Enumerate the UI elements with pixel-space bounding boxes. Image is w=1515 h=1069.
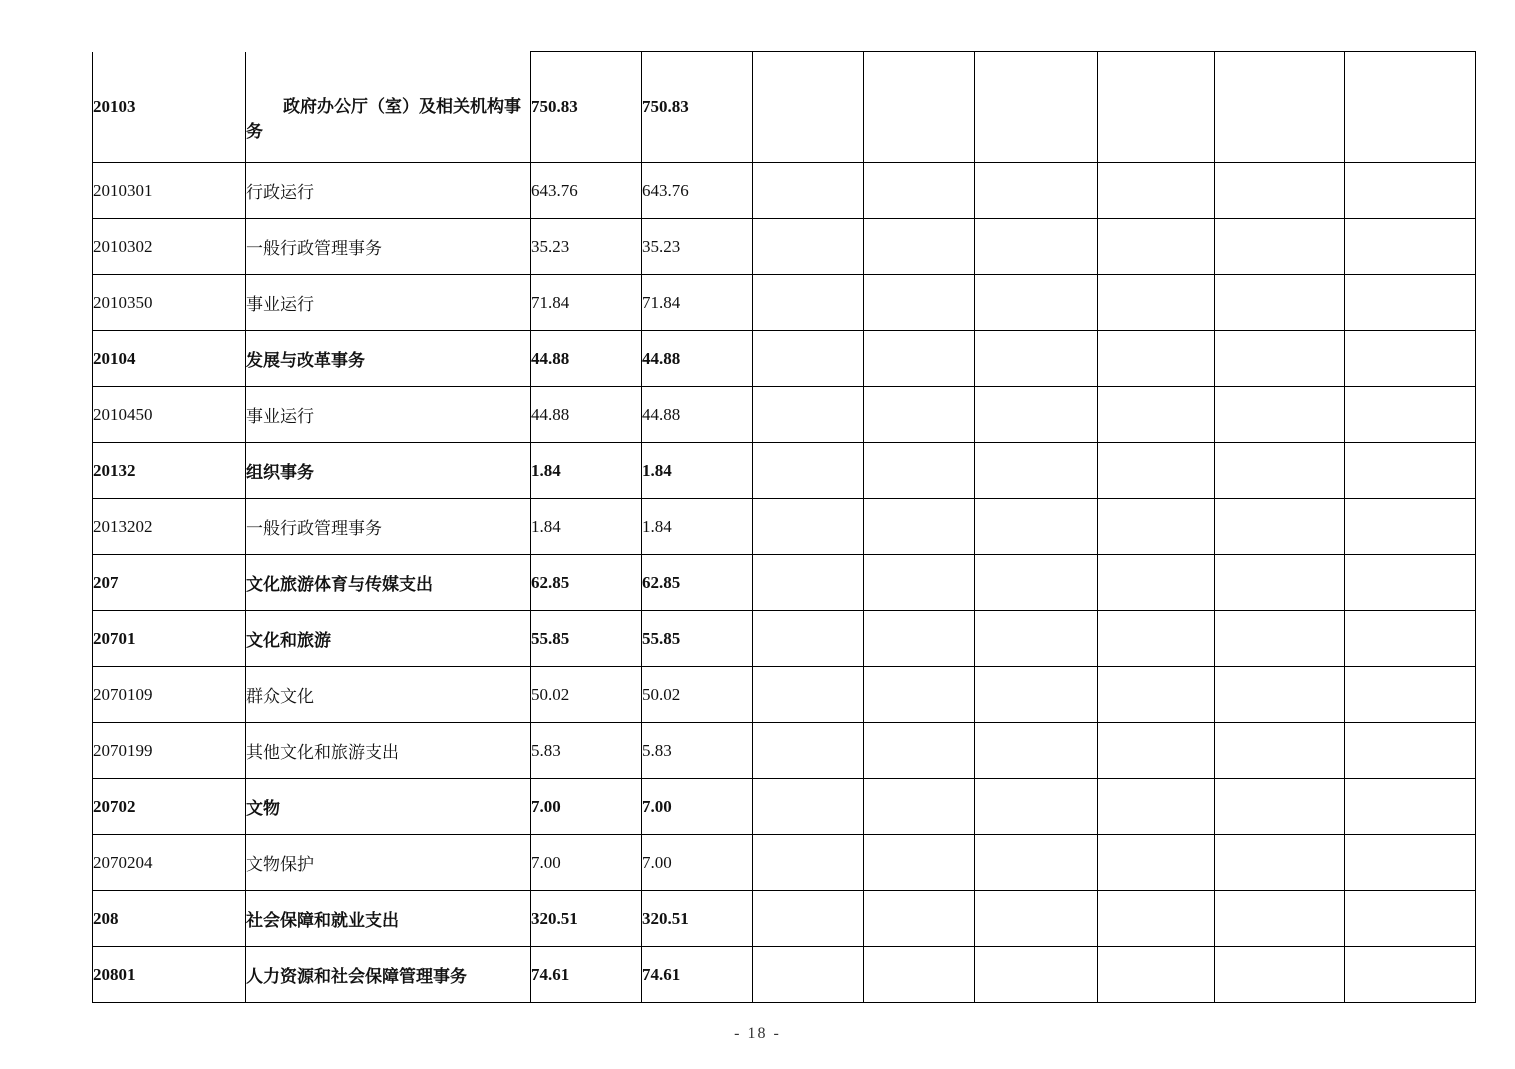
row-name: 组织事务 — [246, 443, 531, 499]
row-amount-v1: 1.84 — [531, 499, 642, 555]
row-code: 2010350 — [93, 275, 246, 331]
empty-cell — [1098, 779, 1215, 835]
row-name: 文物 — [246, 779, 531, 835]
empty-cell — [1215, 331, 1345, 387]
table-row — [93, 779, 1476, 835]
row-amount-v1: 5.83 — [531, 723, 642, 779]
empty-cell — [753, 611, 864, 667]
empty-cell — [1345, 891, 1476, 947]
empty-cell — [1215, 555, 1345, 611]
row-code: 20801 — [93, 947, 246, 1003]
empty-cell — [1215, 275, 1345, 331]
empty-cell — [753, 891, 864, 947]
table-body — [93, 52, 1476, 1003]
table-row — [93, 555, 1476, 611]
empty-cell — [975, 219, 1098, 275]
empty-cell — [975, 779, 1098, 835]
row-code: 2070204 — [93, 835, 246, 891]
empty-cell — [1345, 275, 1476, 331]
empty-cell — [1098, 835, 1215, 891]
row-code: 2010302 — [93, 219, 246, 275]
empty-cell — [864, 667, 975, 723]
row-amount-v1: 1.84 — [531, 443, 642, 499]
row-code: 20701 — [93, 611, 246, 667]
empty-cell — [753, 723, 864, 779]
empty-cell — [864, 499, 975, 555]
row-name: 文化旅游体育与传媒支出 — [246, 555, 531, 611]
row-code: 2010301 — [93, 163, 246, 219]
row-amount-v1: 62.85 — [531, 555, 642, 611]
table-row — [93, 443, 1476, 499]
row-amount-v1: 7.00 — [531, 835, 642, 891]
empty-cell — [1215, 611, 1345, 667]
row-name-line1: 政府办公厅（室）及相关机构事 — [283, 96, 521, 116]
table-row — [93, 163, 1476, 219]
empty-cell — [1345, 835, 1476, 891]
empty-cell — [753, 163, 864, 219]
row-amount-v2: 44.88 — [642, 331, 753, 387]
empty-cell — [1215, 219, 1345, 275]
empty-cell — [753, 667, 864, 723]
table-row — [93, 947, 1476, 1003]
empty-cell — [864, 52, 975, 163]
empty-cell — [753, 443, 864, 499]
empty-cell — [864, 275, 975, 331]
empty-cell — [1345, 723, 1476, 779]
page-number: - 18 - — [734, 1025, 781, 1042]
empty-cell — [1215, 499, 1345, 555]
empty-cell — [1345, 163, 1476, 219]
empty-cell — [1098, 611, 1215, 667]
empty-cell — [753, 835, 864, 891]
row-amount-v2: 71.84 — [642, 275, 753, 331]
row-code: 2070109 — [93, 667, 246, 723]
row-amount-v2: 62.85 — [642, 555, 753, 611]
table-row — [93, 499, 1476, 555]
empty-cell — [975, 891, 1098, 947]
empty-cell — [1345, 52, 1476, 163]
empty-cell — [864, 835, 975, 891]
row-amount-v1: 320.51 — [531, 891, 642, 947]
empty-cell — [1098, 163, 1215, 219]
empty-cell — [864, 723, 975, 779]
table-row — [93, 387, 1476, 443]
row-amount-v1: 74.61 — [531, 947, 642, 1003]
empty-cell — [1098, 52, 1215, 163]
table-row — [93, 891, 1476, 947]
row-amount-v1: 643.76 — [531, 163, 642, 219]
empty-cell — [975, 443, 1098, 499]
row-code: 2013202 — [93, 499, 246, 555]
row-name: 人力资源和社会保障管理事务 — [246, 947, 531, 1003]
empty-cell — [864, 443, 975, 499]
empty-cell — [864, 387, 975, 443]
empty-cell — [1098, 947, 1215, 1003]
row-name: 社会保障和就业支出 — [246, 891, 531, 947]
empty-cell — [864, 331, 975, 387]
table-row — [93, 667, 1476, 723]
empty-cell — [1345, 611, 1476, 667]
empty-cell — [975, 667, 1098, 723]
row-code: 208 — [93, 891, 246, 947]
row-name: 政府办公厅（室）及相关机构事 务 — [246, 52, 531, 163]
empty-cell — [1098, 555, 1215, 611]
empty-cell — [975, 275, 1098, 331]
empty-cell — [753, 275, 864, 331]
row-code: 20132 — [93, 443, 246, 499]
row-name: 群众文化 — [246, 667, 531, 723]
empty-cell — [753, 52, 864, 163]
empty-cell — [975, 163, 1098, 219]
row-name: 事业运行 — [246, 387, 531, 443]
empty-cell — [975, 555, 1098, 611]
empty-cell — [1215, 947, 1345, 1003]
empty-cell — [1345, 667, 1476, 723]
empty-cell — [753, 947, 864, 1003]
empty-cell — [1215, 667, 1345, 723]
empty-cell — [1098, 443, 1215, 499]
row-amount-v1: 35.23 — [531, 219, 642, 275]
row-code: 20103 — [93, 52, 246, 163]
empty-cell — [1345, 499, 1476, 555]
row-amount-v2: 7.00 — [642, 779, 753, 835]
empty-cell — [864, 779, 975, 835]
empty-cell — [1098, 275, 1215, 331]
table-row — [93, 275, 1476, 331]
row-name: 一般行政管理事务 — [246, 219, 531, 275]
empty-cell — [864, 163, 975, 219]
empty-cell — [864, 555, 975, 611]
empty-cell — [1215, 891, 1345, 947]
row-amount-v2: 7.00 — [642, 835, 753, 891]
empty-cell — [975, 723, 1098, 779]
row-name: 文物保护 — [246, 835, 531, 891]
row-name: 行政运行 — [246, 163, 531, 219]
row-amount-v2: 1.84 — [642, 499, 753, 555]
empty-cell — [1098, 499, 1215, 555]
empty-cell — [1345, 443, 1476, 499]
empty-cell — [1215, 835, 1345, 891]
empty-cell — [864, 891, 975, 947]
row-name: 其他文化和旅游支出 — [246, 723, 531, 779]
empty-cell — [1345, 387, 1476, 443]
row-amount-v1: 50.02 — [531, 667, 642, 723]
row-name: 一般行政管理事务 — [246, 499, 531, 555]
empty-cell — [975, 499, 1098, 555]
row-amount-v2: 74.61 — [642, 947, 753, 1003]
row-code: 20702 — [93, 779, 246, 835]
row-amount-v1: 7.00 — [531, 779, 642, 835]
row-code: 207 — [93, 555, 246, 611]
empty-cell — [975, 52, 1098, 163]
empty-cell — [753, 499, 864, 555]
row-amount-v2: 35.23 — [642, 219, 753, 275]
row-amount-v2: 5.83 — [642, 723, 753, 779]
row-name: 文化和旅游 — [246, 611, 531, 667]
empty-cell — [753, 387, 864, 443]
table-row — [93, 331, 1476, 387]
budget-table — [92, 51, 1476, 1003]
empty-cell — [975, 835, 1098, 891]
row-amount-v2: 750.83 — [642, 52, 753, 163]
row-amount-v1: 71.84 — [531, 275, 642, 331]
row-amount-v1: 750.83 — [531, 52, 642, 163]
empty-cell — [975, 331, 1098, 387]
empty-cell — [1215, 52, 1345, 163]
row-name: 事业运行 — [246, 275, 531, 331]
empty-cell — [753, 779, 864, 835]
row-amount-v2: 44.88 — [642, 387, 753, 443]
empty-cell — [1098, 667, 1215, 723]
empty-cell — [1098, 723, 1215, 779]
empty-cell — [1345, 947, 1476, 1003]
table-row — [93, 52, 1476, 163]
empty-cell — [1215, 387, 1345, 443]
table-row — [93, 611, 1476, 667]
row-name: 发展与改革事务 — [246, 331, 531, 387]
empty-cell — [1098, 387, 1215, 443]
table-row — [93, 835, 1476, 891]
row-code: 20104 — [93, 331, 246, 387]
row-amount-v1: 44.88 — [531, 387, 642, 443]
empty-cell — [864, 947, 975, 1003]
empty-cell — [1215, 443, 1345, 499]
empty-cell — [753, 555, 864, 611]
empty-cell — [1345, 219, 1476, 275]
empty-cell — [1098, 331, 1215, 387]
row-amount-v1: 44.88 — [531, 331, 642, 387]
empty-cell — [975, 947, 1098, 1003]
empty-cell — [1345, 331, 1476, 387]
row-amount-v2: 55.85 — [642, 611, 753, 667]
empty-cell — [975, 387, 1098, 443]
empty-cell — [1215, 779, 1345, 835]
row-code: 2010450 — [93, 387, 246, 443]
empty-cell — [1098, 891, 1215, 947]
row-amount-v2: 1.84 — [642, 443, 753, 499]
empty-cell — [1098, 219, 1215, 275]
empty-cell — [975, 611, 1098, 667]
row-amount-v2: 643.76 — [642, 163, 753, 219]
row-amount-v2: 50.02 — [642, 667, 753, 723]
table-row — [93, 219, 1476, 275]
row-amount-v1: 55.85 — [531, 611, 642, 667]
empty-cell — [1345, 779, 1476, 835]
row-code: 2070199 — [93, 723, 246, 779]
empty-cell — [864, 611, 975, 667]
empty-cell — [864, 219, 975, 275]
empty-cell — [753, 331, 864, 387]
empty-cell — [1215, 163, 1345, 219]
empty-cell — [753, 219, 864, 275]
row-amount-v2: 320.51 — [642, 891, 753, 947]
empty-cell — [1215, 723, 1345, 779]
empty-cell — [1345, 555, 1476, 611]
table-row — [93, 723, 1476, 779]
